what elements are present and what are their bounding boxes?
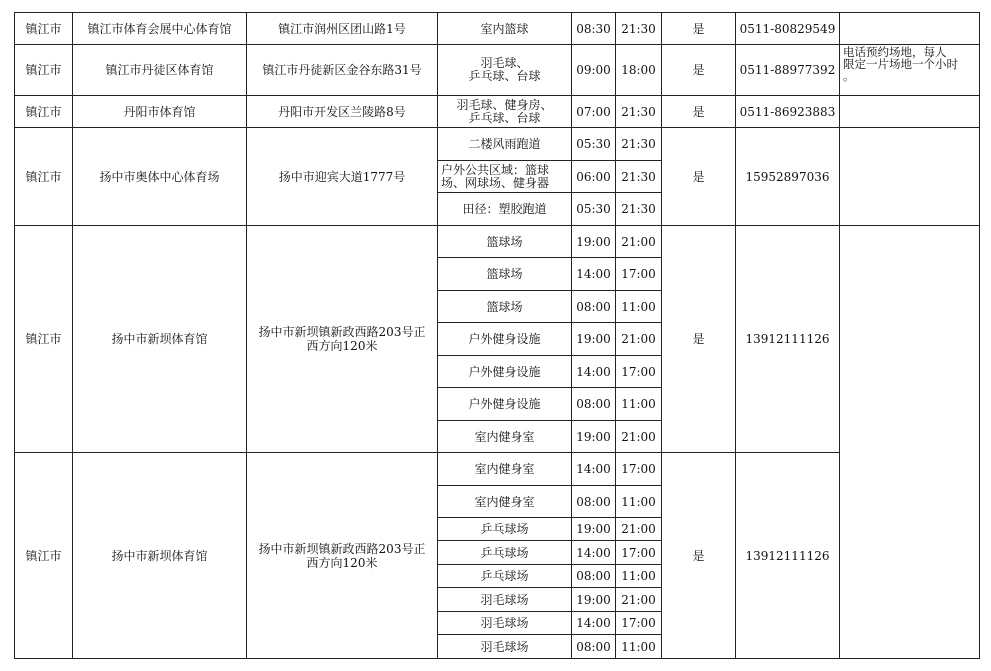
facility-cell: 户外健身设施 (438, 356, 572, 388)
note-line: 。 (843, 69, 855, 83)
free-cell: 是 (662, 453, 736, 659)
free-cell: 是 (662, 128, 736, 226)
city-cell: 镇江市 (15, 128, 73, 226)
open-time-cell: 19:00 (572, 518, 616, 541)
close-time-cell: 11:00 (616, 635, 662, 659)
address-line: 西方向120米 (306, 555, 378, 570)
table-row (15, 128, 980, 161)
open-time-cell: 19:00 (572, 323, 616, 356)
close-time-cell: 17:00 (616, 453, 662, 486)
close-time-cell: 21:30 (616, 128, 662, 161)
facility-cell: 篮球场 (438, 226, 572, 258)
table-row (15, 13, 980, 45)
facility-cell: 二楼风雨跑道 (438, 128, 572, 161)
table-row (15, 226, 980, 258)
city-cell: 镇江市 (15, 96, 73, 128)
open-time-cell: 14:00 (572, 453, 616, 486)
facility-line: 户外公共区域：篮球 (441, 162, 550, 177)
city-cell: 镇江市 (15, 45, 73, 96)
note-cell (840, 226, 980, 659)
facility-cell: 乒乓球场 (438, 518, 572, 541)
open-time-cell: 14:00 (572, 541, 616, 565)
open-time-cell: 14:00 (572, 258, 616, 291)
phone-cell: 0511-88977392 (736, 45, 840, 96)
facility-cell: 户外健身设施 (438, 323, 572, 356)
close-time-cell: 11:00 (616, 388, 662, 421)
note-cell (840, 128, 980, 226)
facility-cell: 篮球场 (438, 258, 572, 291)
open-time-cell: 19:00 (572, 226, 616, 258)
open-time-cell: 07:00 (572, 96, 616, 128)
close-time-cell: 11:00 (616, 486, 662, 518)
facility-cell: 羽毛球场 (438, 612, 572, 635)
note-line: 限定一片场地一个小时 (843, 57, 958, 71)
open-time-cell: 08:00 (572, 291, 616, 323)
open-time-cell: 06:00 (572, 161, 616, 193)
phone-cell: 0511-80829549 (736, 13, 840, 45)
close-time-cell: 21:30 (616, 13, 662, 45)
address-cell (247, 453, 438, 659)
table-row (15, 453, 980, 486)
open-time-cell: 19:00 (572, 588, 616, 612)
city-cell: 镇江市 (15, 13, 73, 45)
facility-cell: 乒乓球场 (438, 541, 572, 565)
address-line: 西方向120米 (306, 339, 378, 353)
phone-cell: 13912111126 (736, 453, 840, 659)
note-line: 电话预约场地，每人 (843, 45, 947, 59)
address-cell: 丹阳市开发区兰陵路8号 (247, 96, 438, 128)
free-cell: 是 (662, 226, 736, 453)
city-cell: 镇江市 (15, 453, 73, 659)
city-cell: 镇江市 (15, 226, 73, 453)
close-time-cell: 17:00 (616, 258, 662, 291)
open-time-cell: 09:00 (572, 45, 616, 96)
facility-line: 乒乓球、台球 (468, 69, 541, 83)
open-time-cell: 14:00 (572, 356, 616, 388)
address-cell: 镇江市润州区团山路1号 (247, 13, 438, 45)
note-cell (840, 96, 980, 128)
address-cell (247, 226, 438, 453)
venue-cell: 丹阳市体育馆 (73, 96, 247, 128)
close-time-cell: 18:00 (616, 45, 662, 96)
close-time-cell: 21:30 (616, 193, 662, 226)
open-time-cell: 08:00 (572, 486, 616, 518)
note-cell (840, 45, 980, 96)
facility-cell (438, 161, 572, 193)
close-time-cell: 11:00 (616, 565, 662, 588)
facility-cell: 室内篮球 (438, 13, 572, 45)
free-cell: 是 (662, 45, 736, 96)
phone-cell: 15952897036 (736, 128, 840, 226)
open-time-cell: 05:30 (572, 193, 616, 226)
facility-cell: 室内健身室 (438, 453, 572, 486)
phone-cell: 13912111126 (736, 226, 840, 453)
facility-cell: 羽毛球场 (438, 588, 572, 612)
open-time-cell: 05:30 (572, 128, 616, 161)
venue-table (14, 12, 980, 659)
venue-cell: 镇江市体育会展中心体育馆 (73, 13, 247, 45)
venue-cell: 扬中市新坝体育馆 (73, 453, 247, 659)
close-time-cell: 21:00 (616, 518, 662, 541)
open-time-cell: 08:30 (572, 13, 616, 45)
venue-cell: 扬中市奥体中心体育场 (73, 128, 247, 226)
close-time-cell: 17:00 (616, 541, 662, 565)
open-time-cell: 19:00 (572, 421, 616, 453)
venue-cell: 扬中市新坝体育馆 (73, 226, 247, 453)
open-time-cell: 08:00 (572, 388, 616, 421)
address-cell: 镇江市丹徒新区金谷东路31号 (247, 45, 438, 96)
free-cell: 是 (662, 13, 736, 45)
facility-cell: 室内健身室 (438, 486, 572, 518)
facility-cell (438, 45, 572, 96)
facility-line: 场、网球场、健身器 (441, 175, 550, 190)
close-time-cell: 17:00 (616, 612, 662, 635)
facility-cell: 篮球场 (438, 291, 572, 323)
table-row (15, 96, 980, 128)
address-line: 扬中市新坝镇新政西路203号正 (258, 541, 426, 556)
free-cell: 是 (662, 96, 736, 128)
close-time-cell: 21:00 (616, 421, 662, 453)
facility-line: 乒乓球、台球 (468, 110, 541, 125)
close-time-cell: 11:00 (616, 291, 662, 323)
facility-cell: 户外健身设施 (438, 388, 572, 421)
facility-cell (438, 96, 572, 128)
address-cell: 扬中市迎宾大道1777号 (247, 128, 438, 226)
facility-cell: 室内健身室 (438, 421, 572, 453)
address-line: 扬中市新坝镇新政西路203号正 (258, 325, 426, 339)
facility-line: 羽毛球、 (480, 56, 529, 70)
phone-cell: 0511-86923883 (736, 96, 840, 128)
close-time-cell: 21:00 (616, 588, 662, 612)
facility-line: 羽毛球、健身房、 (456, 97, 553, 112)
venue-cell: 镇江市丹徒区体育馆 (73, 45, 247, 96)
open-time-cell: 08:00 (572, 635, 616, 659)
close-time-cell: 17:00 (616, 356, 662, 388)
close-time-cell: 21:30 (616, 161, 662, 193)
facility-cell: 田径：塑胶跑道 (438, 193, 572, 226)
table-row (15, 45, 980, 96)
open-time-cell: 14:00 (572, 612, 616, 635)
note-cell (840, 13, 980, 45)
facility-cell: 羽毛球场 (438, 635, 572, 659)
close-time-cell: 21:30 (616, 96, 662, 128)
open-time-cell: 08:00 (572, 565, 616, 588)
close-time-cell: 21:00 (616, 323, 662, 356)
facility-cell: 乒乓球场 (438, 565, 572, 588)
close-time-cell: 21:00 (616, 226, 662, 258)
